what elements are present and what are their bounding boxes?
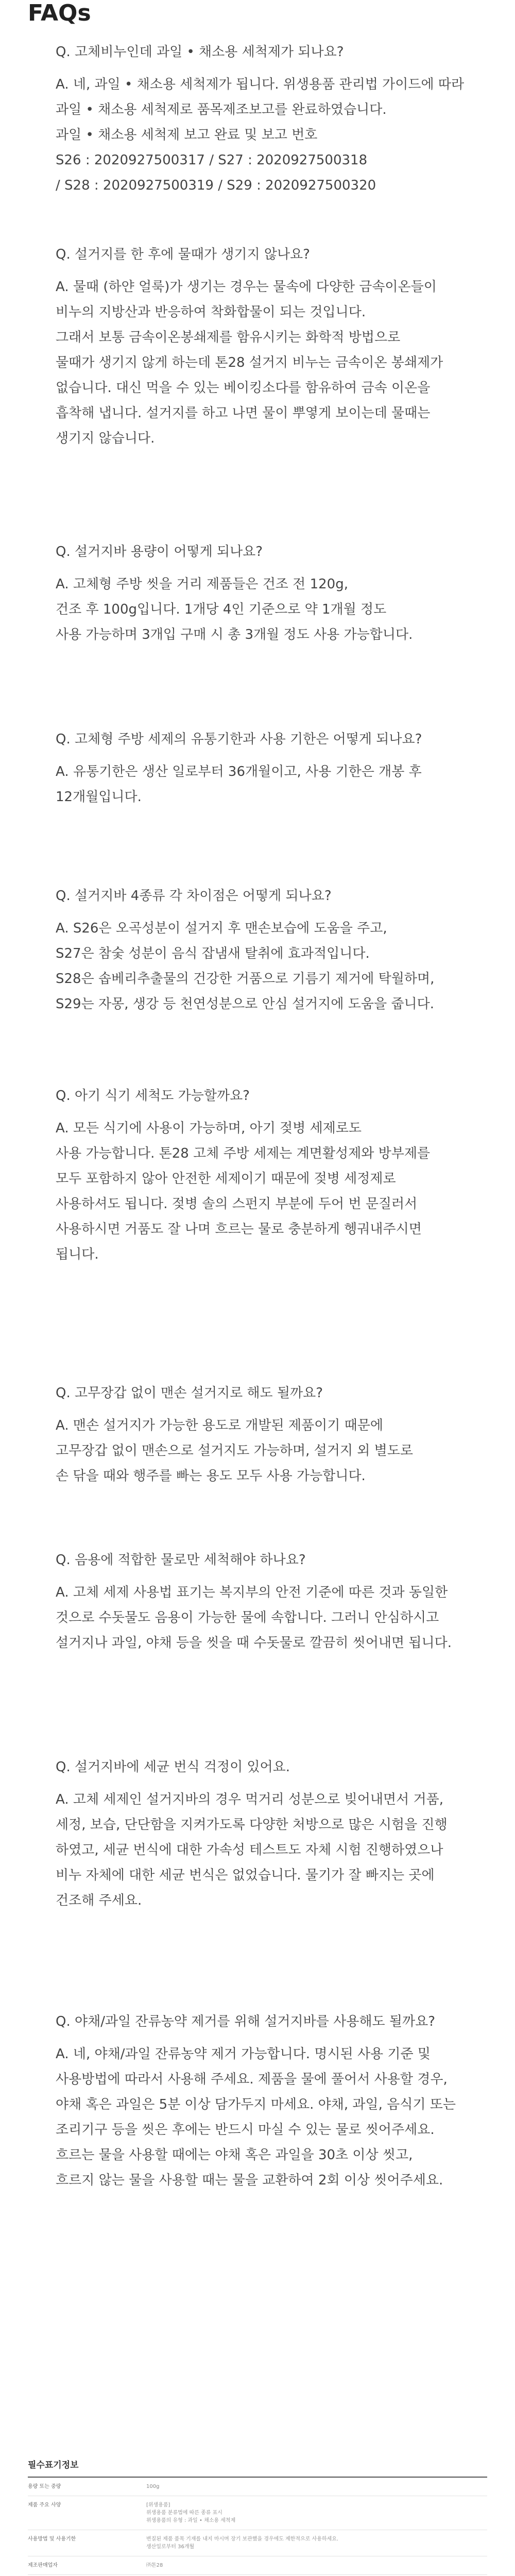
faq-answer-line: 비누 자체에 대한 세균 번식은 없었습니다. 물기가 잘 빠지는 곳에: [56, 1868, 435, 1883]
faq-item: [56, 727, 483, 810]
faq-answer-line: A. 고체형 주방 씻을 거리 제품들은 건조 전 120g,: [56, 577, 348, 592]
faq-answer-line: 과일 • 채소용 세척제로 품목제조보고를 완료하였습니다.: [56, 102, 387, 117]
info-value: ㈜톤28: [146, 2556, 487, 2575]
faq-answer-line: 설거지나 과일, 야채 등을 씻을 때 수돗물로 깔끔히 씻어내면 됩니다.: [56, 1635, 452, 1651]
faq-answer-line: 건조해 주세요.: [56, 1893, 142, 1908]
faq-answer-line: 사용 가능합니다. 톤28 고체 주방 세제는 계면활성제와 방부제를: [56, 1146, 431, 1161]
faq-answer-line: 건조 후 100g입니다. 1개당 4인 기준으로 약 1개월 정도: [56, 602, 387, 617]
faq-question: Q. 설거지바 4종류 각 차이점은 어떻게 되나요?: [56, 888, 332, 904]
faq-question: Q. 설거지바 용량이 어떻게 되나요?: [56, 544, 263, 560]
faq-answer-line: 흐르는 물을 사용할 때에는 야채 혹은 과일을 30초 이상 씻고,: [56, 2147, 413, 2163]
faq-answer-line: S28은 솝베리추출물의 건강한 거품으로 기름기 제거에 탁월하며,: [56, 971, 435, 987]
info-key: 제품 주요 사양: [28, 2496, 146, 2530]
faq-answer-line: S27은 참숯 성분이 음식 잡냄새 탈취에 효과적입니다.: [56, 946, 370, 961]
faq-answer-line: 흐르지 않는 물을 사용할 때는 물을 교환하여 2회 이상 씻어주세요.: [56, 2173, 443, 2188]
faq-heading: FAQs: [28, 0, 91, 26]
faq-answer-line: S29는 자몽, 생강 등 천연성분으로 안심 설거지에 도움을 줍니다.: [56, 996, 435, 1012]
faq-answer-line: / S28 : 2020927500319 / S29 : 2020927500320: [56, 178, 376, 193]
faq-answer-line: A. 고체 세제 사용법 표기는 복지부의 안전 기준에 따른 것과 동일한: [56, 1585, 448, 1600]
faq-answer-line: 사용방법에 따라서 사용해 주세요. 제품을 물에 풀어서 사용할 경우,: [56, 2072, 448, 2087]
faq-answer-line: A. 모든 식기에 사용이 가능하며, 아기 젖병 세제로도: [56, 1121, 362, 1136]
faq-question: Q. 아기 식기 세척도 가능할까요?: [56, 1088, 250, 1104]
faq-question: Q. 음용에 적합한 물로만 세척해야 하나요?: [56, 1552, 306, 1568]
faq-item: [56, 539, 483, 648]
faq-answer-line: 12개월입니다.: [56, 789, 142, 805]
faq-answer-line: 하였고, 세균 번식에 대한 가속성 테스트도 자체 시험 진행하였으나: [56, 1842, 443, 1858]
faq-answer-line: A. 맨손 설거지가 가능한 용도로 개발된 제품이기 때문에: [56, 1418, 383, 1433]
faq-answer-line: 사용하셔도 됩니다. 젖병 솔의 스펀지 부분에 두어 번 문질러서: [56, 1196, 418, 1212]
faq-answer-line: A. 유통기한은 생산 일로부터 36개월이고, 사용 기한은 개봉 후: [56, 764, 422, 779]
faq-answer-line: 그래서 보통 금속이온봉쇄제를 함유시키는 화학적 방법으로: [56, 330, 401, 345]
faq-answer-line: A. 네, 야채/과일 잔류농약 제거 가능합니다. 명시된 사용 기준 및: [56, 2046, 431, 2062]
faq-answer-line: 비누의 지방산과 반응하여 착화합물이 되는 것입니다.: [56, 304, 366, 320]
faq-answer-line: 과일 • 채소용 세척제 보고 완료 및 보고 번호: [56, 127, 318, 143]
info-row: [28, 2478, 487, 2496]
faq-answer-line: 것으로 수돗물도 음용이 가능한 물에 속합니다. 그러니 안심하시고: [56, 1610, 439, 1625]
info-row: [28, 2530, 487, 2556]
faq-item: [56, 1083, 483, 1267]
faq-question: Q. 고체형 주방 세제의 유통기한과 사용 기한은 어떻게 되나요?: [56, 732, 422, 747]
faq-answer-line: 조리기구 등을 씻은 후에는 반드시 마실 수 있는 물로 씻어주세요.: [56, 2122, 435, 2138]
faq-item: [56, 884, 483, 1017]
faq-item: [56, 2009, 483, 2193]
faq-question: Q. 설거지바에 세균 번식 걱정이 있어요.: [56, 1759, 290, 1775]
info-key: 사용방법 및 사용기한: [28, 2530, 146, 2556]
faq-answer-line: A. S26은 오곡성분이 설거지 후 맨손보습에 도움을 주고,: [56, 921, 387, 936]
faq-item: [56, 1548, 483, 1656]
faq-answer-line: 없습니다. 대신 먹을 수 있는 베이킹소다를 함유하여 금속 이온을: [56, 380, 431, 396]
info-key: 용량 또는 중량: [28, 2478, 146, 2496]
faq-answer-line: 사용하시면 거품도 잘 나며 흐르는 물로 충분하게 헹궈내주시면: [56, 1222, 422, 1237]
faq-answer-line: 됩니다.: [56, 1247, 99, 1262]
faq-answer-line: 물때가 생기지 않게 하는데 톤28 설거지 비누는 금속이온 봉쇄제가: [56, 355, 443, 370]
faq-question: Q. 설거지를 한 후에 물때가 생기지 않나요?: [56, 247, 310, 262]
faq-answer-line: 손 닦을 때와 행주를 빠는 용도 모두 사용 가능합니다.: [56, 1468, 366, 1484]
info-row: [28, 2496, 487, 2530]
info-key: 제조판매업자: [28, 2556, 146, 2575]
info-value: 변질된 제품 품목 기재를 내지 마시며 장기 보관했을 경우에도 제한적으로 사용하세요. 생산일로부터 36개월: [146, 2530, 487, 2556]
faq-answer-line: 야채 혹은 과일은 5분 이상 담가두지 마세요. 야채, 과일, 음식기 또는: [56, 2097, 456, 2112]
faq-answer-line: 사용 가능하며 3개입 구매 시 총 3개월 정도 사용 가능합니다.: [56, 627, 413, 642]
faq-answer-line: S26 : 2020927500317 / S27 : 2020927500318: [56, 152, 368, 168]
required-info-table: [28, 2478, 487, 2576]
faq-answer-line: 모두 포함하지 않아 안전한 세제이기 때문에 젖병 세정제로: [56, 1171, 396, 1187]
faq-answer-line: 흡착해 냅니다. 설거지를 하고 나면 물이 뿌옇게 보이는데 물때는: [56, 405, 431, 421]
faq-answer-line: 세정, 보습, 단단함을 지켜가도록 다양한 처방으로 많은 시험을 진행: [56, 1817, 448, 1833]
faq-answer-line: 고무장갑 없이 맨손으로 설거지도 가능하며, 설거지 외 별도로: [56, 1443, 414, 1459]
faq-question: Q. 고체비누인데 과일 • 채소용 세척제가 되나요?: [56, 44, 344, 60]
faq-answer-line: 생기지 않습니다.: [56, 431, 155, 446]
required-info-section: [28, 2458, 487, 2576]
faq-item: [56, 1381, 483, 1489]
faq-item: [56, 242, 483, 451]
faq-answer-line: A. 고체 세제인 설거지바의 경우 먹거리 성분으로 빚어내면서 거품,: [56, 1792, 443, 1807]
required-info-title: 필수표기정보: [28, 2460, 79, 2470]
info-value: 100g: [146, 2478, 487, 2496]
info-row: [28, 2556, 487, 2575]
faq-item: [56, 40, 483, 198]
faq-question: Q. 고무장갑 없이 맨손 설거지로 해도 될까요?: [56, 1385, 323, 1401]
faq-item: [56, 1755, 483, 1913]
info-value: [위생용품] 위생용품 분류법에 따른 종류 표시 위생용품의 유형 : 과일 • 채소용 세척제: [146, 2496, 487, 2530]
faq-question: Q. 야채/과일 잔류농약 제거를 위해 설거지바를 사용해도 될까요?: [56, 2014, 436, 2029]
faq-answer-line: A. 네, 과일 • 채소용 세척제가 됩니다. 위생용품 관리법 가이드에 따라: [56, 77, 465, 92]
faq-answer-line: A. 물때 (하얀 얼룩)가 생기는 경우는 물속에 다양한 금속이온들이: [56, 279, 437, 295]
